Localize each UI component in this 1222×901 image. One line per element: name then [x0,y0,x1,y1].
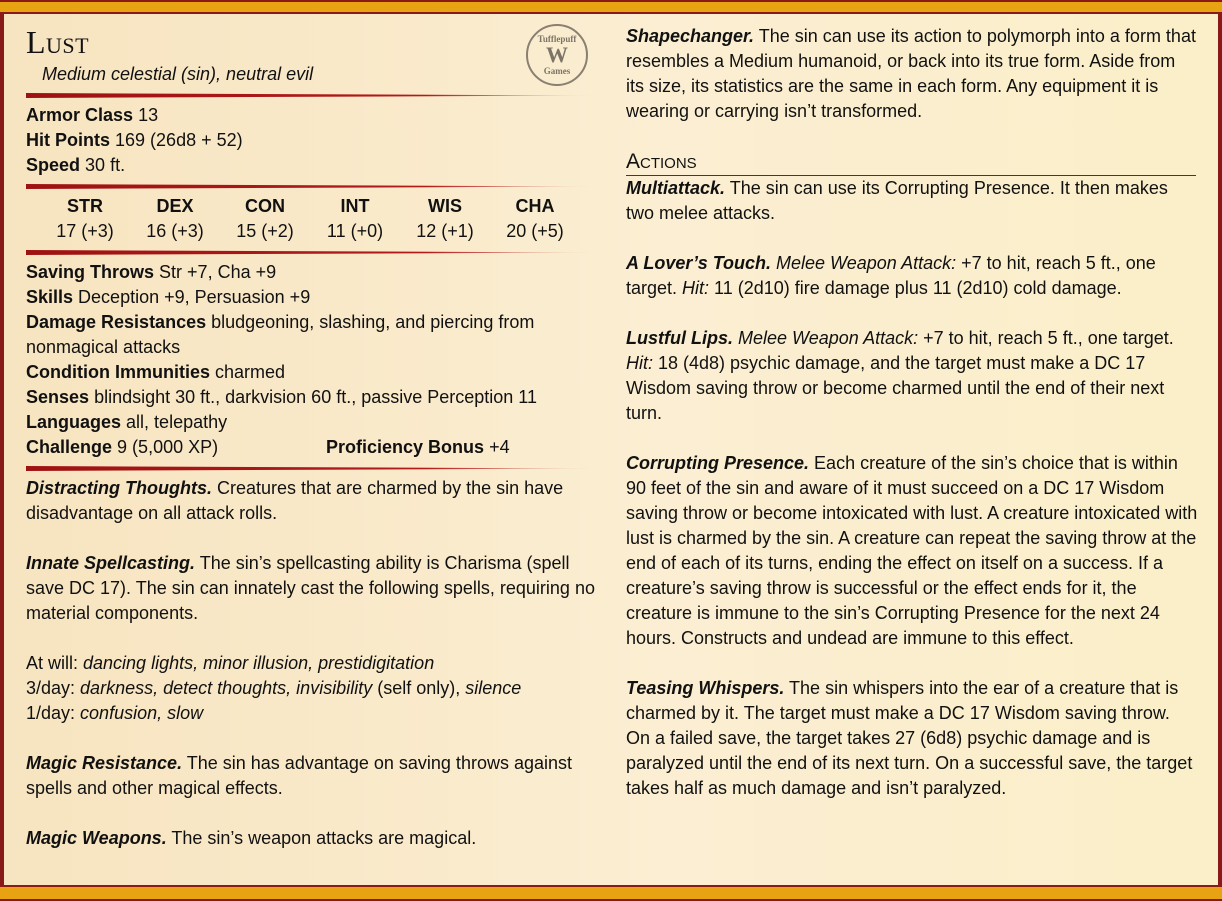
speed-label: Speed [26,155,81,175]
trait-title: Shapechanger. [626,26,755,46]
ability-value: 15 (+2) [236,221,294,241]
senses-label: Senses [26,387,90,407]
bottom-banner-bar [0,885,1222,901]
trait-text: The sin’s weapon attacks are magical. [166,828,477,848]
damage-resistances-label: Damage Resistances [26,312,207,332]
ability-int [310,194,400,244]
armor-class-line [26,103,598,128]
ability-con [220,194,310,244]
ability-wis [400,194,490,244]
action-title: Corrupting Presence. [626,453,810,473]
divider [26,250,598,255]
seal-top-text: Tufflepuff [537,34,577,44]
trait-text: The sin’s spellcasting ability is Charisma (spell save DC 17). The sin can innately cast the following spells, requiring no material components. [26,553,595,623]
senses-line [26,385,598,410]
spell-list: confusion, slow [80,703,204,723]
trait-distracting-thoughts [26,476,598,526]
ability-value: 17 (+3) [56,221,114,241]
spell-frequency: 1/day: [26,703,81,723]
action-multiattack [626,176,1198,226]
right-column [626,24,1198,801]
trait-magic-weapons [26,826,598,851]
proficiency-label: Proficiency Bonus [326,437,485,457]
spell-frequency: 3/day: [26,678,81,698]
trait-title: Distracting Thoughts. [26,478,212,498]
spell-list: darkness, detect thoughts, invisibility [80,678,373,698]
spell-note: (self only), [372,678,466,698]
action-corrupting-presence [626,451,1198,651]
action-text: Each creature of the sin’s choice that is within 90 feet of the sin and aware of it must succeed on a DC 17 Wisdom saving throw or become intoxicated with lust. A creature intoxicated with lust is charmed by the sin. A creature can repeat the saving throw at the end of each of its turns, ending the effect on itself on a success. If a creature’s saving throw is successful or the effect ends for it, the creature is immune to the sin’s Corrupting Presence for the next 24 hours. Constructs and undead are immune to this effect. [626,453,1198,648]
ability-label: DEX [156,196,194,216]
action-lovers-touch [626,251,1198,301]
challenge-label: Challenge [26,437,113,457]
damage-resistances-line-2 [26,335,598,360]
ability-label: STR [67,196,103,216]
hit-points-line [26,128,598,153]
action-title: Multiattack. [626,178,726,198]
ability-label: INT [340,196,370,216]
spells-3-day [26,676,598,701]
speed-value: 30 ft. [85,155,126,175]
action-title: Teasing Whispers. [626,678,785,698]
seal-letter: W [546,42,568,67]
ability-value: 11 (+0) [326,221,384,241]
saving-throws-label: Saving Throws [26,262,155,282]
skills-label: Skills [26,287,74,307]
skills-line [26,285,598,310]
monster-name: Lust [26,24,90,60]
condition-immunities-label: Condition Immunities [26,362,210,382]
action-title: A Lover’s Touch. [626,253,772,273]
condition-immunities-value: charmed [215,362,286,382]
condition-immunities-line [26,360,598,385]
actions-header: Actions [626,150,697,173]
action-text: +7 to hit, reach 5 ft., one target. [626,253,1156,298]
ability-label: CON [245,196,285,216]
proficiency-value: +4 [489,437,510,457]
ability-str [40,194,130,244]
proficiency-cell [326,435,510,460]
spell-list: dancing lights, minor illusion, prestidigitation [83,653,435,673]
armor-class-label: Armor Class [26,105,134,125]
ability-value: 12 (+1) [416,221,474,241]
action-text: The sin whispers into the ear of a creature that is charmed by it. The target must make a DC 17 Wisdom saving throw. On a failed save, the target takes 27 (6d8) psychic damage and is paralyzed until the end of its next turn. On a successful save, the target takes half as much damage and isn’t paralyzed. [626,678,1193,798]
speed-line [26,153,598,178]
attack-type: Melee Weapon Attack: [771,253,957,273]
action-title: Lustful Lips. [626,328,733,348]
skills-value: Deception +9, Persuasion +9 [78,287,311,307]
trait-shapechanger [626,24,1198,124]
challenge-value: 9 (5,000 XP) [117,437,219,457]
damage-resistances-value-2: nonmagical attacks [26,337,181,357]
action-lustful-lips [626,326,1198,426]
languages-label: Languages [26,412,122,432]
damage-resistances-value: bludgeoning, slashing, and piercing from [211,312,535,332]
action-text: The sin can use its Corrupting Presence. It then makes two melee attacks. [626,178,1168,223]
trait-title: Magic Resistance. [26,753,183,773]
challenge-line [26,435,598,460]
trait-text: The sin has advantage on saving throws against spells and other magical effects. [26,753,572,798]
saving-throws-line [26,260,598,285]
languages-line [26,410,598,435]
ability-label: WIS [428,196,462,216]
spells-at-will [26,651,598,676]
ability-cha [490,194,580,244]
trait-magic-resistance [26,751,598,801]
monster-subtitle: Medium celestial (sin), neutral evil [42,64,314,84]
trait-title: Magic Weapons. [26,828,167,848]
ability-label: CHA [515,196,555,216]
trait-title: Innate Spellcasting. [26,553,196,573]
trait-text: Creatures that are charmed by the sin have disadvantage on all attack rolls. [26,478,564,523]
spell-frequency: At will: [26,653,84,673]
ability-dex [130,194,220,244]
seal-bottom-text: Games [543,66,571,76]
hit-points-label: Hit Points [26,130,110,150]
saving-throws-value: Str +7, Cha +9 [159,262,277,282]
spells-1-day [26,701,598,726]
trait-innate-spellcasting [26,551,598,626]
challenge-cell [26,435,326,460]
hit-label: Hit: [626,353,653,373]
divider [26,466,598,471]
action-text: 18 (4d8) psychic damage, and the target must make a DC 17 Wisdom saving throw or become charmed until the end of their next turn. [626,353,1165,423]
armor-class-value: 13 [138,105,159,125]
trait-text: The sin can use its action to polymorph into a form that resembles a Medium humanoid, or back into its true form. Aside from its size, its statistics are the same in each form. Any equipment it is wearing or carrying isn’t transformed. [626,26,1196,121]
divider [26,184,598,189]
ability-value: 16 (+3) [146,221,204,241]
action-teasing-whispers [626,676,1198,801]
left-column [26,22,598,851]
ability-scores [26,194,598,244]
top-banner-bar [0,0,1222,14]
attack-type: Melee Weapon Attack: [733,328,919,348]
spell-list: silence [465,678,522,698]
senses-value: blindsight 30 ft., darkvision 60 ft., passive Perception 11 [94,387,537,407]
damage-resistances-line [26,310,598,335]
languages-value: all, telepathy [126,412,228,432]
divider [26,93,598,98]
hit-label: Hit: [682,278,710,298]
ability-value: 20 (+5) [506,221,564,241]
action-text: +7 to hit, reach 5 ft., one target. [918,328,1174,348]
action-text: 11 (2d10) fire damage plus 11 (2d10) cold damage. [709,278,1122,298]
hit-points-value: 169 (26d8 + 52) [115,130,243,150]
